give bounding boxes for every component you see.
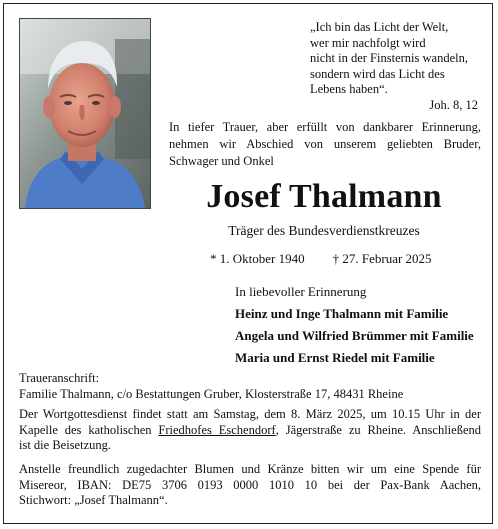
quote-line: sondern wird das Licht des [310,66,445,81]
intro-line: nehmen wir Abschied von unserem geliebten Bruder, [169,137,481,151]
life-dates [210,251,432,267]
mourner-family: Angela und Wilfried Brümmer mit Familie [235,328,474,343]
address-label: Traueranschrift: [19,371,100,385]
quote-reference: Joh. 8, 12 [429,98,478,112]
death-date: † 27. Februar 2025 [332,251,432,266]
service-info [19,407,481,454]
service-line [19,423,481,439]
quote-line: „Ich bin das Licht der Welt, [310,20,449,34]
intro-line: In tiefer Trauer, aber erfüllt von dankbarer Erinnerung, [169,120,481,134]
address-line: Familie Thalmann, c/o Bestattungen Gruber, Klosterstraße 17, 48431 Rheine [19,386,404,401]
mourners-list [235,281,474,369]
service-line-text: Kapelle des katholischen [19,422,159,437]
service-line: Der Wortgottesdienst findet statt am Samstag, dem 8. März 2025, um 10.15 Uhr in der [19,407,481,421]
donation-info [19,462,481,509]
quote-line: Lebens haben“. [310,82,388,96]
donation-line: Anstelle freundlich zugedachter Blumen und Kränze bitten wir um eine Spende für [19,462,481,476]
quote-line: wer mir nachfolgt wird [310,35,426,50]
donation-line: Misereor, IBAN: DE75 3706 0193 0000 1010 10 bei der Pax-Bank Aachen, [19,477,481,492]
intro-line: Schwager und Onkel [169,154,274,168]
mourner-family: Heinz und Inge Thalmann mit Familie [235,306,449,321]
mourners-intro: In liebevoller Erinnerung [235,284,367,299]
deceased-name: Josef Thalmann [206,178,442,215]
bible-quote [310,20,485,98]
address-block [19,371,481,402]
birth-date: * 1. Oktober 1940 [210,251,305,266]
quote-line: nicht in der Finsternis wandeln, [310,51,468,65]
portrait-photo [19,18,151,209]
service-line: ist die Beisetzung. [19,438,111,452]
service-line-text: , Jägerstraße zu Rheine. Anschließend [275,422,481,437]
donation-line: Stichwort: „Josef Thalmann“. [19,493,168,507]
deceased-honor: Träger des Bundesverdienstkreuzes [228,223,420,238]
cemetery-link[interactable]: Friedhofes Eschendorf [158,422,276,437]
intro-text [169,119,481,170]
mourner-family: Maria und Ernst Riedel mit Familie [235,350,435,365]
